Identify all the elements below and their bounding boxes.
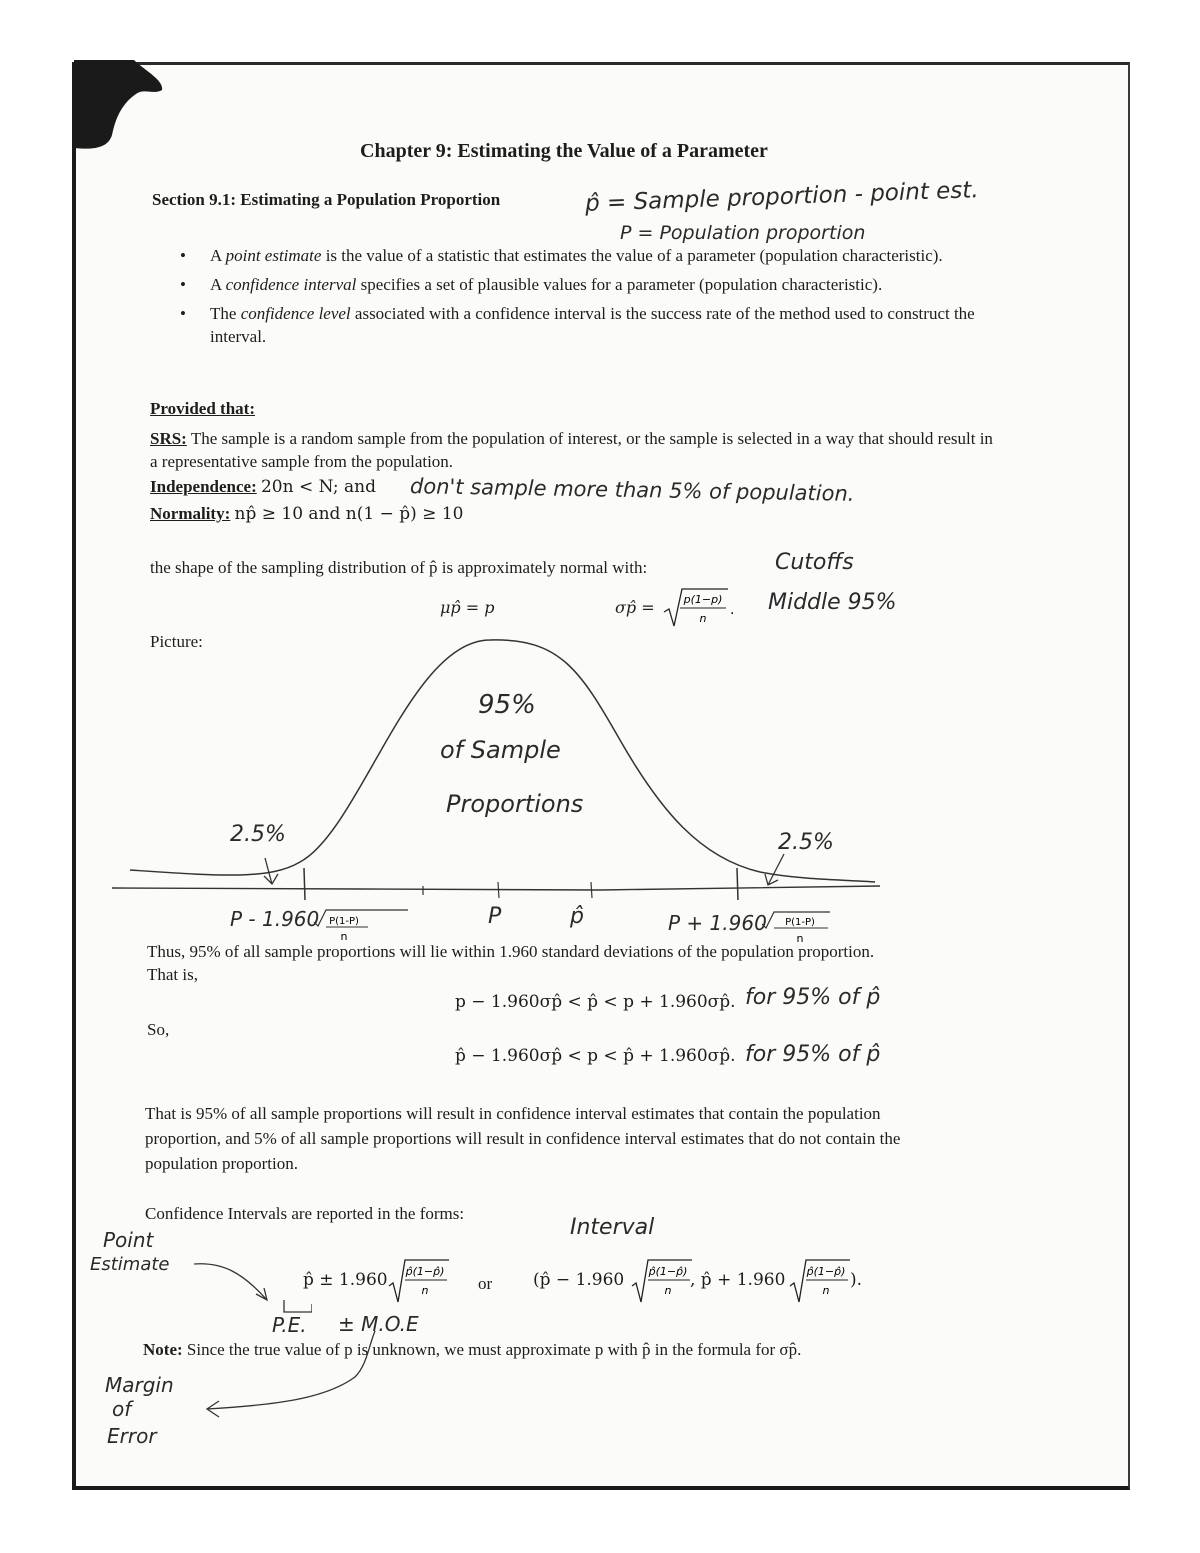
pe-note: P.E.	[272, 1313, 307, 1337]
middle-95-note: Middle 95%	[768, 590, 897, 615]
ci-form-2-middle: , p̂ + 1.960	[690, 1270, 786, 1290]
chapter-title: Chapter 9: Estimating the Value of a Parameter	[360, 140, 768, 162]
margin-note-3: Error	[107, 1424, 157, 1448]
normality-condition: Normality: np̂ ≥ 10 and n(1 − p̂) ≥ 10	[150, 504, 464, 524]
inequality-1: p − 1.960σp̂ < p̂ < p + 1.960σp̂.	[455, 992, 736, 1012]
inequality-2-note: for 95% of p̂	[745, 1042, 881, 1067]
svg-text:n: n	[822, 1284, 830, 1297]
sd-numerator: p(1−p)	[683, 593, 723, 606]
interpretation-line: population proportion.	[145, 1154, 298, 1173]
interpretation-line: That is 95% of all sample proportions will result in confidence interval estimates that contain the population	[145, 1104, 881, 1123]
srs-label: SRS:	[150, 429, 187, 448]
mean-formula: μp̂ = p	[440, 598, 495, 617]
left-cutoff-label: P - 1.960	[230, 907, 320, 931]
definition-item: • A confidence interval specifies a set of plausible values for a parameter (population characteristic).	[152, 273, 992, 296]
center-area-label-2: Proportions	[446, 790, 584, 818]
ci-form-1-radical	[387, 1256, 457, 1306]
sd-denominator: n	[699, 612, 707, 625]
note-phat-definition: p̂ = Sample proportion - point est.	[584, 177, 980, 217]
ci-form-1: p̂ ± 1.960	[303, 1270, 388, 1290]
svg-text:n: n	[664, 1284, 672, 1297]
phat-axis-label: p̂	[570, 904, 584, 929]
note-p-definition: P = Population proportion	[620, 222, 866, 244]
ci-form-2-end: ).	[850, 1270, 863, 1290]
right-cutoff-tick	[737, 868, 738, 900]
point-estimate-note: Point	[103, 1228, 154, 1252]
center-tick	[498, 882, 499, 898]
note-text: Since the true value of p is unknown, we must approximate p with p̂ in the formula for σp̂.	[186, 1340, 802, 1359]
ci-form-2-radical-2	[788, 1256, 858, 1306]
margin-note-2: of	[112, 1397, 132, 1421]
srs-condition	[150, 427, 1000, 473]
srs-text: The sample is a random sample from the population of interest, or the sample is selected in a way that should result in a representative sample from the population.	[150, 429, 993, 471]
definition-item: • The confidence level associated with a confidence interval is the success rate of the method used to construct the interval.	[152, 302, 992, 348]
center-axis-label: P	[488, 904, 502, 929]
svg-text:n: n	[796, 932, 804, 945]
picture-label: Picture:	[150, 632, 203, 651]
svg-text:P(1-P): P(1-P)	[329, 916, 359, 927]
margin-of-error-arrow	[195, 1325, 395, 1425]
right-tail-arrow	[765, 854, 784, 885]
cutoffs-note: Cutoffs	[775, 550, 854, 575]
left-tail-percent: 2.5%	[230, 822, 286, 847]
conditions-heading: Provided that:	[150, 399, 255, 418]
svg-text:p̂(1−p̂): p̂(1−p̂)	[806, 1265, 846, 1278]
right-tail-percent: 2.5%	[778, 830, 834, 855]
ci-form-2-start: (p̂ − 1.960	[533, 1270, 625, 1290]
point-estimate-note-2: Estimate	[90, 1254, 170, 1275]
definition-item: • A point estimate is the value of a statistic that estimates the value of a parameter (population characteristic).	[152, 244, 992, 267]
left-cutoff-radical	[312, 902, 412, 944]
moe-note: ± M.O.E	[338, 1312, 419, 1336]
note-label: Note:	[143, 1340, 183, 1359]
section-title: Section 9.1: Estimating a Population Proportion	[152, 190, 501, 209]
so-label: So,	[147, 1020, 170, 1039]
interval-note: Interval	[570, 1215, 655, 1240]
right-cutoff-label: P + 1.960	[668, 911, 767, 935]
independence-condition: Independence: 20n < N; and	[150, 477, 376, 497]
definitions-list	[152, 244, 992, 354]
sampling-statement: the shape of the sampling distribution of p̂ is approximately normal with:	[150, 558, 648, 577]
interpretation-line: proportion, and 5% of all sample proportions will result in confidence interval estimates that do not contain the	[145, 1129, 901, 1148]
svg-text:n: n	[421, 1284, 429, 1297]
axis-line	[112, 886, 880, 890]
phat-tick	[591, 882, 592, 898]
svg-text:p̂(1−p̂): p̂(1−p̂)	[648, 1265, 688, 1278]
center-area-percent: 95%	[478, 690, 536, 720]
center-area-label: of Sample	[440, 736, 561, 764]
forms-intro: Confidence Intervals are reported in the forms:	[145, 1204, 465, 1223]
torn-corner	[74, 60, 174, 150]
left-cutoff-tick	[304, 868, 305, 900]
svg-text:.: .	[730, 602, 735, 618]
or-label: or	[478, 1274, 493, 1293]
sd-formula-radical	[662, 586, 742, 632]
svg-text:n: n	[340, 930, 348, 943]
inequality-2: p̂ − 1.960σp̂ < p < p̂ + 1.960σp̂.	[455, 1046, 736, 1066]
margin-note: Margin	[105, 1373, 174, 1397]
independence-note: don't sample more than 5% of population.	[409, 474, 855, 506]
thus-line-2: That is,	[147, 965, 198, 984]
sd-formula-lhs: σp̂ =	[615, 598, 655, 617]
thus-line-1: Thus, 95% of all sample proportions will lie within 1.960 standard deviations of the population proportion.	[147, 942, 875, 961]
inequality-1-note: for 95% of p̂	[745, 985, 881, 1010]
svg-text:p̂(1−p̂): p̂(1−p̂)	[405, 1265, 445, 1278]
svg-text:P(1-P): P(1-P)	[785, 917, 815, 928]
